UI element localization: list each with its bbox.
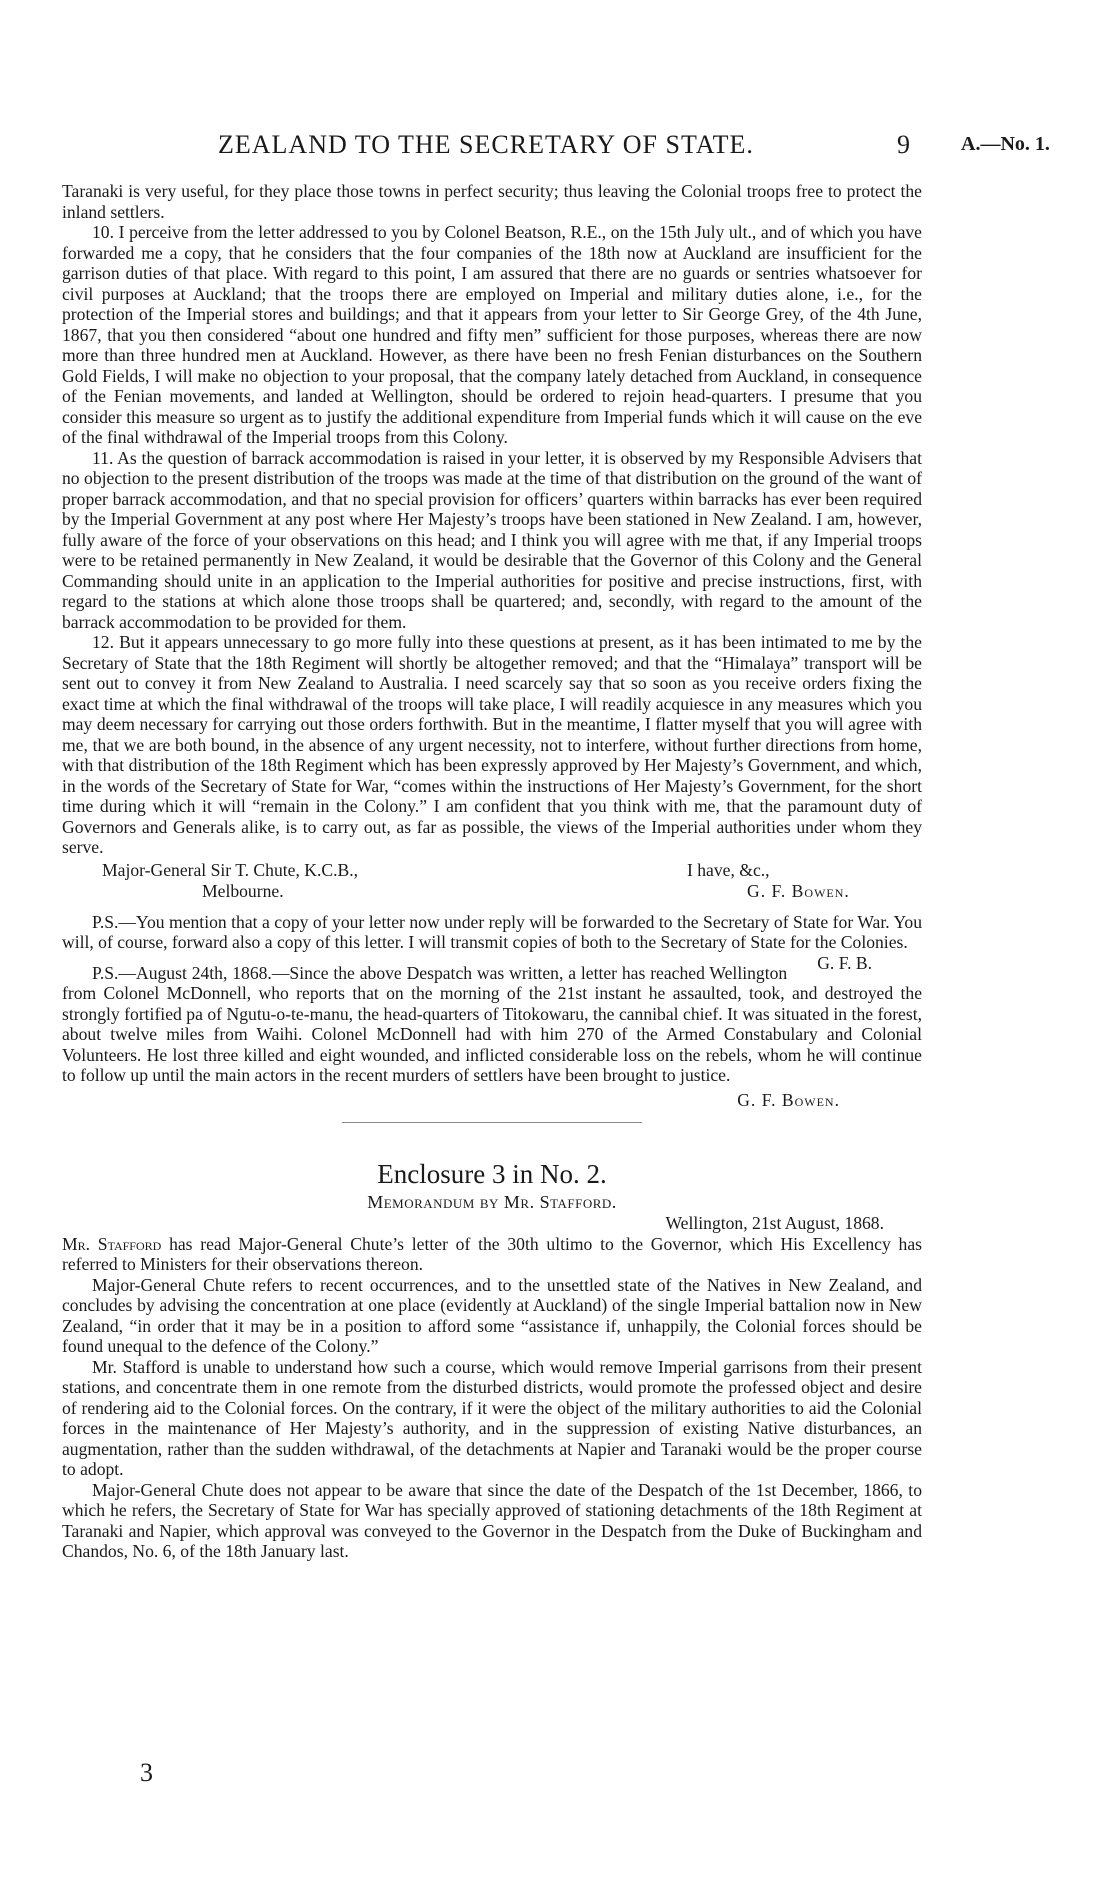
memo-paragraph-2: Major-General Chute refers to recent occurrences, and to the unsettled state of the Natives in New Zealand, and concludes by advising the concentration at one place (evidently at Auckland) of the single Imperial battalion now in New Zealand, “in order that it may be in a position to afford some “assistance if, unhappily, the Colonial forces should be found unequal to the defence of the Colony.” xyxy=(62,1274,922,1356)
page-header xyxy=(0,130,1114,160)
postscript-2: P.S.—August 24th, 1868.—Since the above Despatch was written, a letter has reached Wellington from Colonel McDonnell, who reports that on the morning of the 21st instant he assaulted, took, and destroyed the strongly fortified pa of Ngutu-o-te-manu, the head-quarters of Titokowaru, the cannibal chief. It was situated in the forest, about twelve miles from Waihi. Colonel McDonnell had with him 270 of the Armed Constabulary and Colonial Volunteers. He lost three killed and eight wounded, and inflicted considerable loss on the rebels, whom he will continue to follow up until the main actors in the recent murders of settlers have been brought to justice. xyxy=(62,962,922,1085)
signature: G. F. Bowen. xyxy=(747,880,850,901)
postscript-1-text: P.S.—You mention that a copy of your letter now under reply will be forwarded to the Secretary of State for War. You will, of course, forward also a copy of this letter. I will transmit copies of both to the Secretary of State for the Colonies. xyxy=(62,911,922,952)
paragraph-continuation: Taranaki is very useful, for they place those towns in perfect security; thus leaving the Colonial troops free to protect the inland settlers. xyxy=(62,181,922,222)
memorandum-subtitle: Memorandum by Mr. Stafford. xyxy=(367,1192,617,1212)
memo-paragraph-4: Major-General Chute does not appear to be aware that since the date of the Despatch of the 1st December, 1866, to which he refers, the Secretary of State for War has specially approved of stationing detachments of the 18th Regiment at Taranaki and Napier, which approval was conveyed to the Governor in the Despatch from the Duke of Buckingham and Chandos, No. 6, of the 18th January last. xyxy=(62,1479,922,1561)
enclosure-title: Enclosure 3 in No. 2. xyxy=(377,1159,607,1189)
memo-paragraph-1 xyxy=(62,1234,922,1275)
closing-phrase: I have, &c., xyxy=(687,859,770,880)
paragraph-12: 12. But it appears unnecessary to go more fully into these questions at present, as it has been intimated to me by the Secretary of State that the 18th Regiment will shortly be altogether removed; and that the “Himalaya” transport will be sent out to convey it from New Zealand to Australia. I need scarcely say that so soon as you receive orders fixing the exact time at which the final withdrawal of the troops will take place, I will readily acquiesce in any measures which you may deem necessary for carrying out those orders forthwith. But in the meantime, I flatter myself that you will agree with me, that we are both bound, in the absence of any urgent necessity, not to interfere, without further directions from home, with that distribution of the 18th Regiment which has been expressly approved by Her Majesty’s Government, and which, in the words of the Secretary of State for War, “comes within the instructions of Her Majesty’s Government, for the short time during which it will “remain in the Colony.” I am confident that you think with me, that the paramount duty of Governors and Generals alike, is to carry out, as far as possible, the views of the Imperial authorities under whom they serve. xyxy=(62,632,922,857)
series-reference: A.—No. 1. xyxy=(961,133,1050,155)
dateline: Wellington, 21st August, 1868. xyxy=(665,1213,884,1233)
addressee-name: Major-General Sir T. Chute, K.C.B., xyxy=(102,859,359,880)
paragraph-11: 11. As the question of barrack accommodation is raised in your letter, it is observed by my Responsible Advisers that no objection to the present distribution of the troops was made at the time of that distribution on the ground of the want of proper barrack accommodation, and that no special provision for officers’ quarters within barracks has ever been required by the Imperial Government at any post where Her Majesty’s troops have been stationed in New Zealand. I am, however, fully aware of the force of your observations on this head; and I think you will agree with me that, if any Imperial troops were to be retained permanently in New Zealand, it would be desirable that the Governor of this Colony and the General Commanding should unite in an application to the Imperial authorities for positive and precise instructions, first, with regard to the stations at which alone those troops shall be quartered; and, secondly, with regard to the amount of the barrack accommodation to be provided for them. xyxy=(62,447,922,632)
postscript-1 xyxy=(62,911,922,973)
memo-paragraph-1-text: has read Major-General Chute’s letter of the 30th ultimo to the Governor, which His Excellency has referred to Ministers for their observations thereon. xyxy=(62,1233,922,1274)
signature-mark: 3 xyxy=(140,1758,153,1787)
running-title: ZEALAND TO THE SECRETARY OF STATE. xyxy=(218,130,754,159)
document-body xyxy=(62,181,922,1562)
paragraph-10: 10. I perceive from the letter addressed to you by Colonel Beatson, R.E., on the 15th July ult., and of which you have forwarded me a copy, that he considers that the four companies of the 18th now at Auckland are insufficient for the garrison duties of that place. With regard to this point, I am assured that there are no guards or sentries whatsoever for civil purposes at Auckland; that the troops there are employed on Imperial and military duties alone, i.e., for the protection of the Imperial stores and buildings; and that it appears from your letter to Sir George Grey, of the 4th June, 1867, that you then considered “about one hundred and fifty men” sufficient for those purposes, whereas there are now more than three hundred men at Auckland. However, as there have been no fresh Fenian disturbances on the Southern Gold Fields, I will make no objection to your proposal, that the company lately detached from Auckland, in consequence of the Fenian movements, and landed at Wellington, should be ordered to rejoin head-quarters. I presume that you consider this measure so urgent as to justify the additional expenditure from Imperial funds which it will cause on the eve of the final withdrawal of the Imperial troops from this Colony. xyxy=(62,222,922,447)
postscript-2-signature: G. F. Bowen. xyxy=(737,1089,840,1110)
signature-block xyxy=(62,860,922,902)
memo-author-lead: Mr. Stafford xyxy=(62,1233,162,1254)
memo-paragraph-3: Mr. Stafford is unable to understand how such a course, which would remove Imperial garrisons from their present stations, and concentrate them in one remote from the disturbed districts, would promote the professed object and desire of rendering aid to the Colonial forces. On the contrary, if it were the object of the military authorities to aid the Colonial forces in the maintenance of Her Majesty’s authority, and in the suppression of existing Native disturbances, an augmentation, rather than the sudden withdrawal, of the detachments at Napier and Taranaki would be the proper course to adopt. xyxy=(62,1356,922,1479)
postscript-1-initials: G. F. B. xyxy=(817,952,872,973)
section-divider xyxy=(342,1122,642,1123)
page-number: 9 xyxy=(897,130,910,159)
addressee-location: Melbourne. xyxy=(202,880,284,901)
